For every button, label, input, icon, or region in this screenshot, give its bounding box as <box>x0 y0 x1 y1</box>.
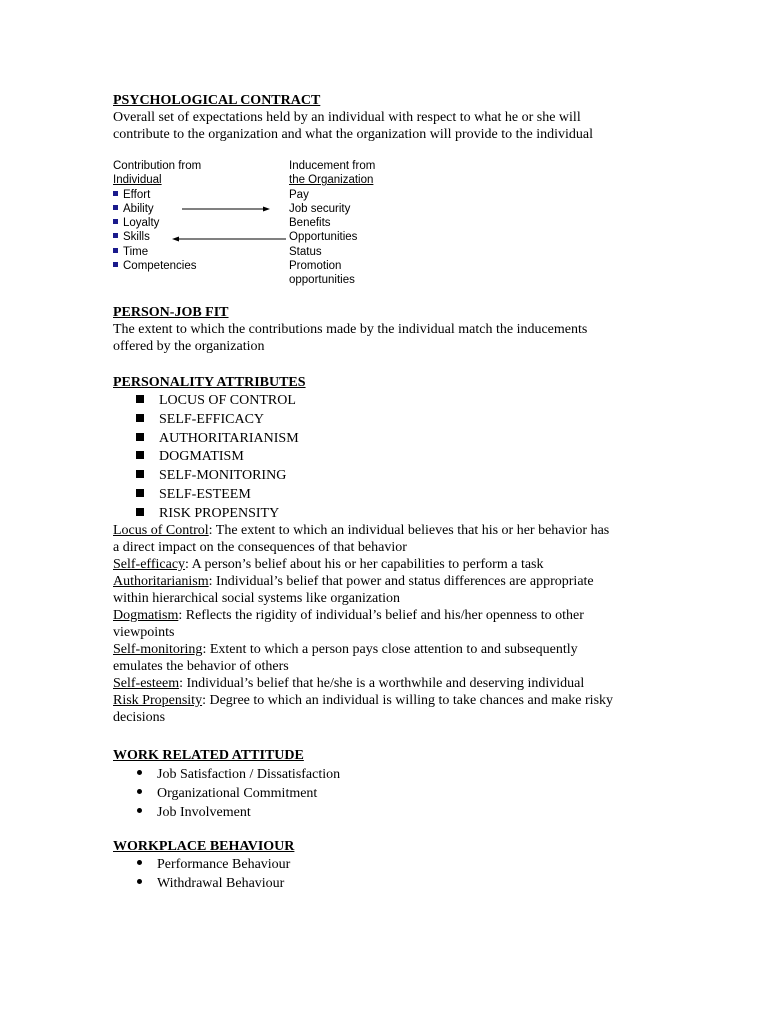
inducement-item: Job security <box>289 202 351 215</box>
inducement-item: Promotion <box>289 260 342 273</box>
bullet-dot-icon <box>137 808 142 813</box>
bullet-square-icon <box>136 395 144 403</box>
personality-section <box>113 374 753 391</box>
list-item: DOGMATISM <box>136 448 299 467</box>
psych-section <box>113 92 753 143</box>
behaviour-heading: WORKPLACE BEHAVIOUR <box>113 839 295 854</box>
attitude-heading: WORK RELATED ATTITUDE <box>113 748 304 763</box>
definition-locus: Locus of Control: The extent to which an individual believes that his or her behavior has <box>113 523 610 538</box>
bullet-square-icon <box>113 205 118 210</box>
definition-dogmatism: Dogmatism: Reflects the rigidity of individual’s belief and his/her openness to other <box>113 608 584 623</box>
list-item: SELF-ESTEEM <box>136 486 299 505</box>
definition-self-esteem: Self-esteem: Individual’s belief that he/she is a worthwhile and deserving individual <box>113 676 585 691</box>
inducement-item: Pay <box>289 188 309 201</box>
list-item: SELF-MONITORING <box>136 467 299 486</box>
list-item: RISK PROPENSITY <box>136 505 299 524</box>
definition-risk-propensity-cont: decisions <box>113 710 166 725</box>
behaviour-list <box>137 856 290 894</box>
definition-locus-cont: a direct impact on the consequences of that behavior <box>113 540 407 555</box>
list-item: Organizational Commitment <box>137 785 340 804</box>
bullet-dot-icon <box>137 789 142 794</box>
contribution-item: Loyalty <box>113 216 201 230</box>
psych-heading: PSYCHOLOGICAL CONTRACT <box>113 93 321 108</box>
bullet-dot-icon <box>137 879 142 884</box>
inducement-item: Opportunities <box>289 231 358 244</box>
list-item: Performance Behaviour <box>137 856 290 875</box>
contribution-item: Ability <box>113 202 201 216</box>
inducement-header-2: the Organization <box>289 174 374 187</box>
definition-self-efficacy: Self-efficacy: A person’s belief about his or her capabilities to perform a task <box>113 557 544 572</box>
fit-section <box>113 304 753 355</box>
bullet-square-icon <box>136 433 144 441</box>
bullet-dot-icon <box>137 770 142 775</box>
list-item: AUTHORITARIANISM <box>136 430 299 449</box>
contribution-item: Skills <box>113 230 201 244</box>
bullet-square-icon <box>136 489 144 497</box>
inducement-column <box>289 159 375 288</box>
fit-heading: PERSON-JOB FIT <box>113 305 229 320</box>
bullet-square-icon <box>136 451 144 459</box>
definitions <box>113 522 758 726</box>
personality-heading: PERSONALITY ATTRIBUTES <box>113 375 306 390</box>
bullet-square-icon <box>113 262 118 267</box>
list-item: Withdrawal Behaviour <box>137 875 290 894</box>
definition-self-monitoring: Self-monitoring: Extent to which a person pays close attention to and subsequently <box>113 642 578 657</box>
fit-desc-line1: The extent to which the contributions made by the individual match the inducements <box>113 322 588 337</box>
bullet-square-icon <box>113 191 118 196</box>
fit-desc-line2: offered by the organization <box>113 339 265 354</box>
list-item: Job Satisfaction / Dissatisfaction <box>137 766 340 785</box>
contribution-item: Competencies <box>113 259 201 273</box>
personality-list <box>136 392 299 524</box>
contribution-header-1: Contribution from <box>113 160 202 172</box>
psych-desc-line2: contribute to the organization and what the organization will provide to the individual <box>113 127 594 142</box>
inducement-item: Benefits <box>289 217 331 230</box>
attitude-list <box>137 766 340 822</box>
inducement-item: opportunities <box>289 274 355 287</box>
definition-dogmatism-cont: viewpoints <box>113 625 175 640</box>
exchange-arrows <box>160 200 290 250</box>
bullet-square-icon <box>113 219 118 224</box>
arrow-left-icon <box>172 237 286 242</box>
psych-desc-line1: Overall set of expectations held by an individual with respect to what he or she will <box>113 110 581 125</box>
list-item: LOCUS OF CONTROL <box>136 392 299 411</box>
definition-self-monitoring-cont: emulates the behavior of others <box>113 659 289 674</box>
list-item: Job Involvement <box>137 804 340 823</box>
bullet-square-icon <box>136 470 144 478</box>
definition-authoritarianism: Authoritarianism: Individual’s belief that power and status differences are appropriate <box>113 574 594 589</box>
inducement-header-1: Inducement from <box>289 160 376 172</box>
bullet-square-icon <box>113 233 118 238</box>
attitude-section <box>113 747 304 764</box>
list-item: SELF-EFFICACY <box>136 411 299 430</box>
contribution-item: Effort <box>113 188 201 202</box>
arrow-right-icon <box>182 207 270 212</box>
bullet-dot-icon <box>137 860 142 865</box>
contribution-item: Time <box>113 245 201 259</box>
inducement-item: Status <box>289 245 322 258</box>
definition-risk-propensity: Risk Propensity: Degree to which an individual is willing to take chances and make risky <box>113 693 614 708</box>
bullet-square-icon <box>113 248 118 253</box>
bullet-square-icon <box>136 414 144 422</box>
behaviour-section <box>113 838 294 855</box>
bullet-square-icon <box>136 508 144 516</box>
definition-authoritarianism-cont: within hierarchical social systems like organization <box>113 591 401 606</box>
contribution-header-2: Individual <box>113 174 162 187</box>
